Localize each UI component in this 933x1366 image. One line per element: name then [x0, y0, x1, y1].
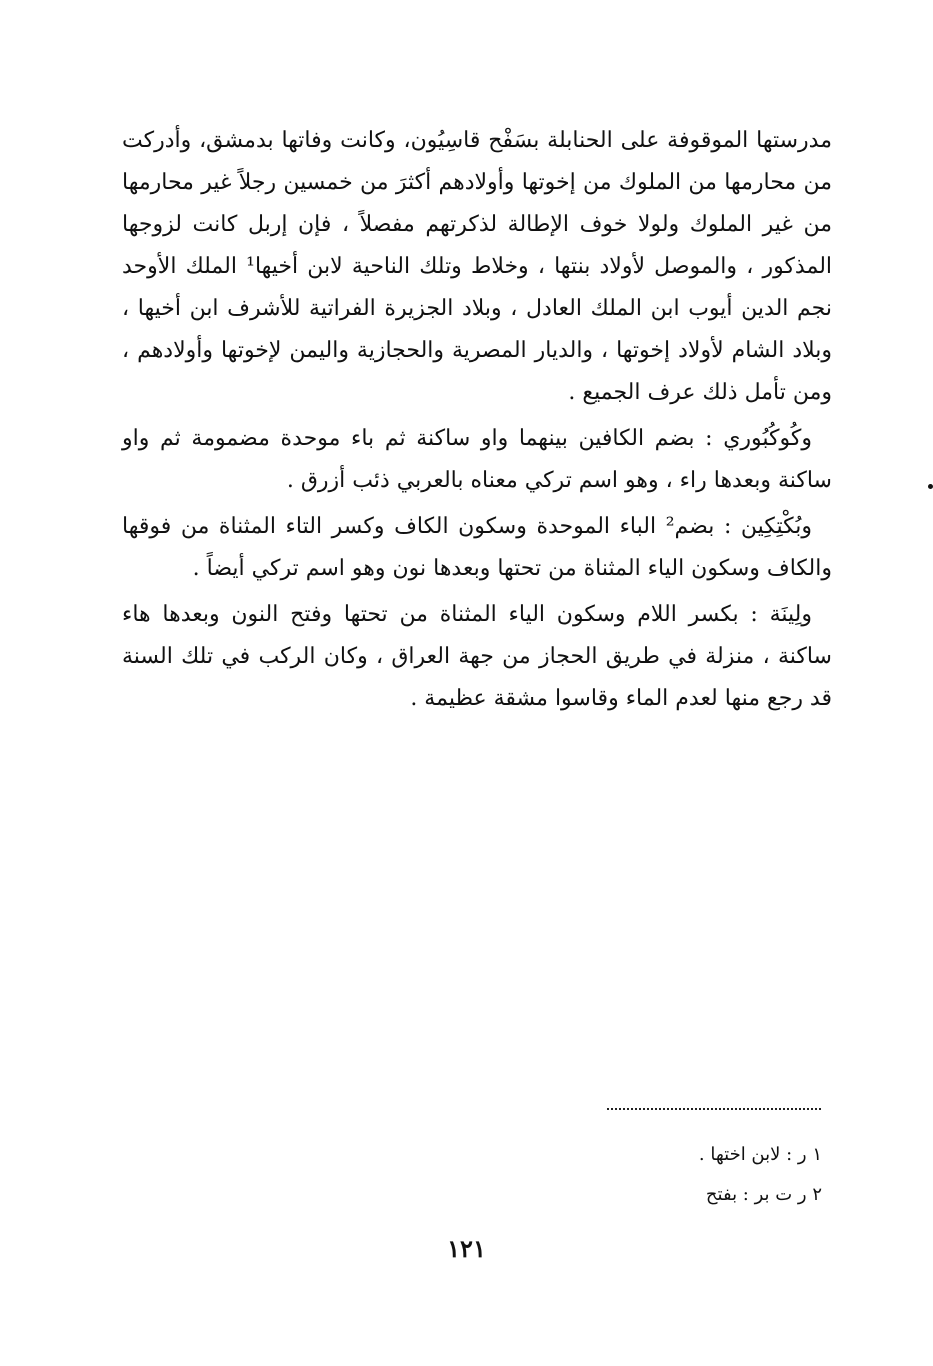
- main-text: [122, 120, 832, 724]
- paragraph-4: ولِينَة : بكسر اللام وسكون الياء المثناة من تحتها وفتح النون وبعدها هاء ساكنة ، منزلة في طريق الحجاز من جهة العراق ، وكان الركب في تلك السنة قد رجع منها لعدم الماء وقاسوا مشقة عظيمة .: [122, 602, 832, 711]
- page-number: ١٢١: [447, 1234, 486, 1263]
- footnotes: [560, 1135, 822, 1215]
- paragraph-1: مدرستها الموقوفة على الحنابلة بسَفْح قاسِيُون، وكانت وفاتها بدمشق، وأدركت من محارمها من الملوك من إخوتها وأولادهم أكثرَ من خمسين رجلاً غير محارمها من غير الملوك ولولا خوف الإطالة لذكرتهم مفصلاً ، فإن إربل كانت لزوجها المذكور ، والموصل لأولاد بنتها ، وخلاط وتلك الناحية لابن أخيها¹ الملك الأوحد نجم الدين أيوب ابن الملك العادل ، وبلاد الجزيرة الفراتية للأشرف ابن أخيها ، وبلاد الشام لأولاد إخوتها ، والديار المصرية والحجازية واليمن لإخوتها وأولادهم ، ومن تأمل ذلك عرف الجميع .: [122, 128, 833, 405]
- paragraph-3: وبُكْتِكِين : بضم² الباء الموحدة وسكون الكاف وكسر التاء المثناة من فوقها والكاف وسكون الياء المثناة من تحتها وبعدها نون وهو اسم تركي أيضاً .: [122, 514, 832, 581]
- paragraph-2: وكُوكُبُوري : بضم الكافين بينهما واو ساكنة ثم باء موحدة مضمومة ثم واو ساكنة وبعدها راء ، وهو اسم تركي معناه بالعربي ذئب أزرق .: [122, 426, 832, 493]
- footnote-separator: [607, 1108, 821, 1110]
- scan-speck: [928, 484, 933, 489]
- footnote-1: ١ ر : لابن اختها .: [698, 1144, 822, 1165]
- footnote-2: ٢ ر ت بر : بفتح: [705, 1184, 822, 1205]
